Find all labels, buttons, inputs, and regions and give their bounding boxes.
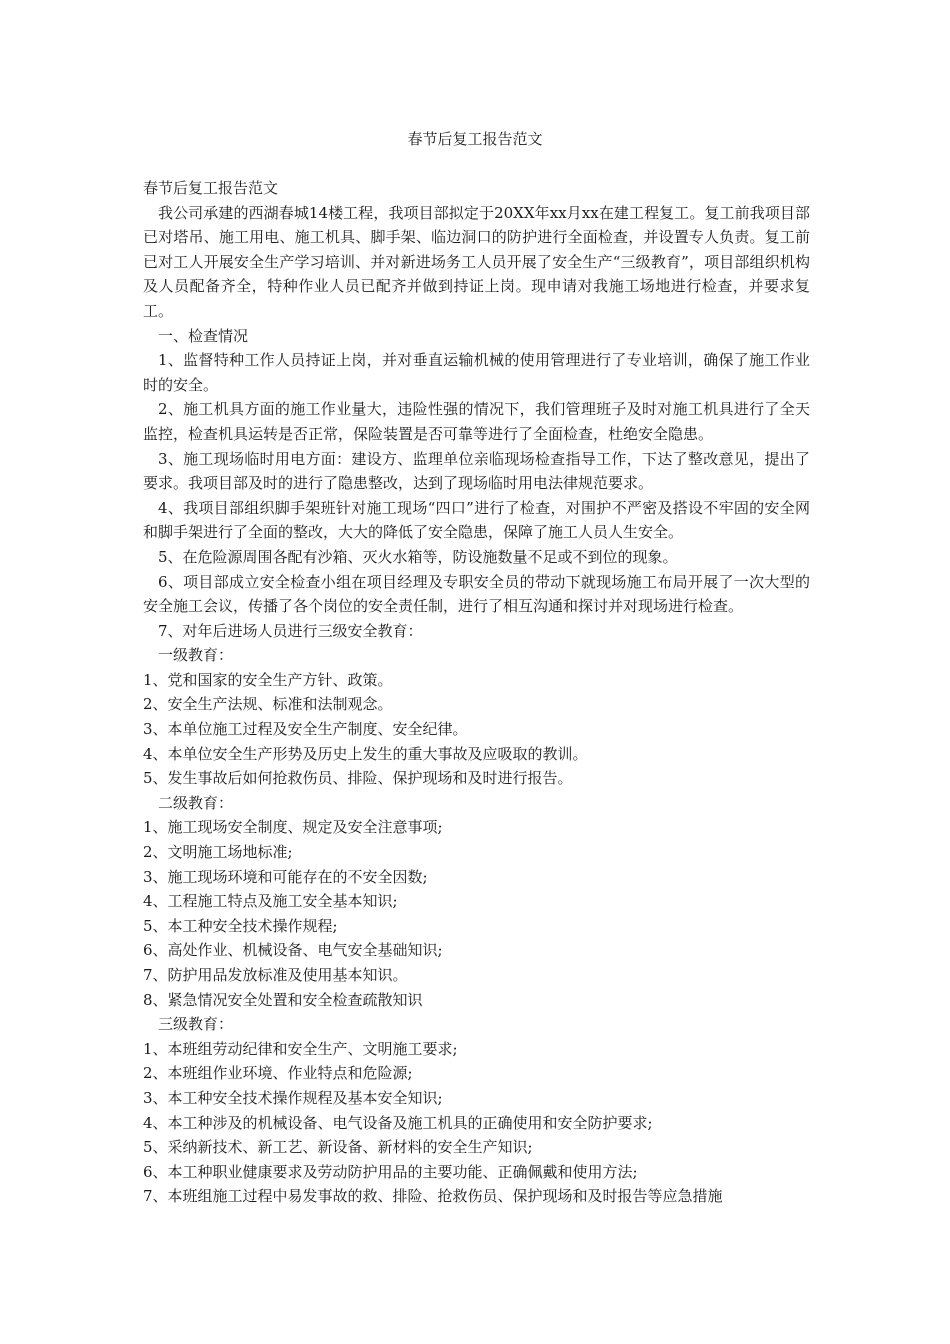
level1-title: 一级教育： <box>158 646 234 665</box>
level1-item: 4、本单位安全生产形势及历史上发生的重大事故及应吸取的教训。 <box>143 744 588 763</box>
level3-item: 7、本班组施工过程中易发事故的救、排险、抢救伤员、保护现场和及时报告等应急措施 <box>143 1187 723 1206</box>
level2-item: 1、施工现场安全制度、规定及安全注意事项; <box>143 818 443 837</box>
check-item: 1、监督特种工作人员持证上岗，并对垂直运输机械的使用管理进行了专业培训，确保了施工作业时的安全。 <box>143 351 810 394</box>
level2-item: 6、高处作业、机械设备、电气安全基础知识; <box>143 941 443 960</box>
level1-item: 2、安全生产法规、标准和法制观念。 <box>143 695 393 714</box>
check-item: 3、施工现场临时用电方面：建设方、监理单位亲临现场检查指导工作，下达了整改意见，提出了要求。我项目部及时的进行了隐患整改，达到了现场临时用电法律规范要求。 <box>143 449 810 493</box>
document-heading: 春节后复工报告范文 <box>143 179 279 197</box>
level1-item: 5、发生事故后如何抢救伤员、排险、保护现场和及时进行报告。 <box>143 769 573 788</box>
level2-item: 7、防护用品发放标准及使用基本知识。 <box>143 966 408 984</box>
level2-item: 2、文明施工场地标准; <box>143 843 293 862</box>
check-item: 2、施工机具方面的施工作业量大，违险性强的情况下，我们管理班子及时对施工机具进行了全天监控，检查机具运转是否正常，保险装置是否可靠等进行了全面检查，杜绝安全隐患。 <box>143 400 810 443</box>
level3-item: 3、本工种安全技术操作规程及基本安全知识; <box>143 1088 443 1107</box>
document-body <box>143 176 810 1209</box>
check-item: 7、对年后进场人员进行三级安全教育： <box>158 621 423 640</box>
level3-item: 4、本工种涉及的机械设备、电气设备及施工机具的正确使用和安全防护要求; <box>143 1113 653 1132</box>
check-item: 4、我项目部组织脚手架班针对施工现场“四口”进行了检查，对围护不严密及搭设不牢固的安全网和脚手架进行了全面的整改，大大的降低了安全隐患，保障了施工人员人生安全。 <box>143 498 810 542</box>
level2-item: 3、施工现场环境和可能存在的不安全因数; <box>143 867 428 886</box>
intro-paragraph: 我公司承建的西湖春城14楼工程，我项目部拟定于20XX年xx月xx在建工程复工。复工前我项目部已对塔吊、施工用电、施工机具、脚手架、临边洞口的防护进行全面检查，并设置专人负责。复工前已对工人开展安全生产学习培训、并对新进场务工人员开展了安全生产“三级教育”，项目部组织机构及人员配备齐全，特种作业人员已配齐并做到持证上岗。现申请对我施工场地进行检查，并要求复工。 <box>143 203 810 320</box>
check-item: 5、在危险源周围各配有沙箱、灭火水箱等，防设施数量不足或不到位的现象。 <box>158 547 678 566</box>
level3-title: 三级教育： <box>158 1015 234 1034</box>
level2-title: 二级教育： <box>158 793 234 812</box>
level1-item: 3、本单位施工过程及安全生产制度、安全纪律。 <box>143 720 468 739</box>
level2-item: 8、紧急情况安全处置和安全检查疏散知识 <box>143 990 423 1009</box>
check-item: 6、项目部成立安全检查小组在项目经理及专职安全员的带动下就现场施工布局开展了一次大型的安全施工会议，传播了各个岗位的安全责任制，进行了相互沟通和探讨并对现场进行检查。 <box>143 572 810 616</box>
level3-item: 2、本班组作业环境、作业特点和危险源; <box>143 1064 413 1083</box>
level1-item: 1、党和国家的安全生产方针、政策。 <box>143 670 393 689</box>
document-title: 春节后复工报告范文 <box>407 130 543 148</box>
level3-item: 1、本班组劳动纪律和安全生产、文明施工要求; <box>143 1039 458 1058</box>
level3-item: 5、采纳新技术、新工艺、新设备、新材料的安全生产知识; <box>143 1138 533 1157</box>
level2-item: 5、本工种安全技术操作规程; <box>143 916 338 935</box>
level3-item: 6、本工种职业健康要求及劳动防护用品的主要功能、正确佩戴和使用方法; <box>143 1162 638 1181</box>
level2-item: 4、工程施工特点及施工安全基本知识; <box>143 892 398 911</box>
section-title-inspection: 一、检查情况 <box>158 326 249 345</box>
